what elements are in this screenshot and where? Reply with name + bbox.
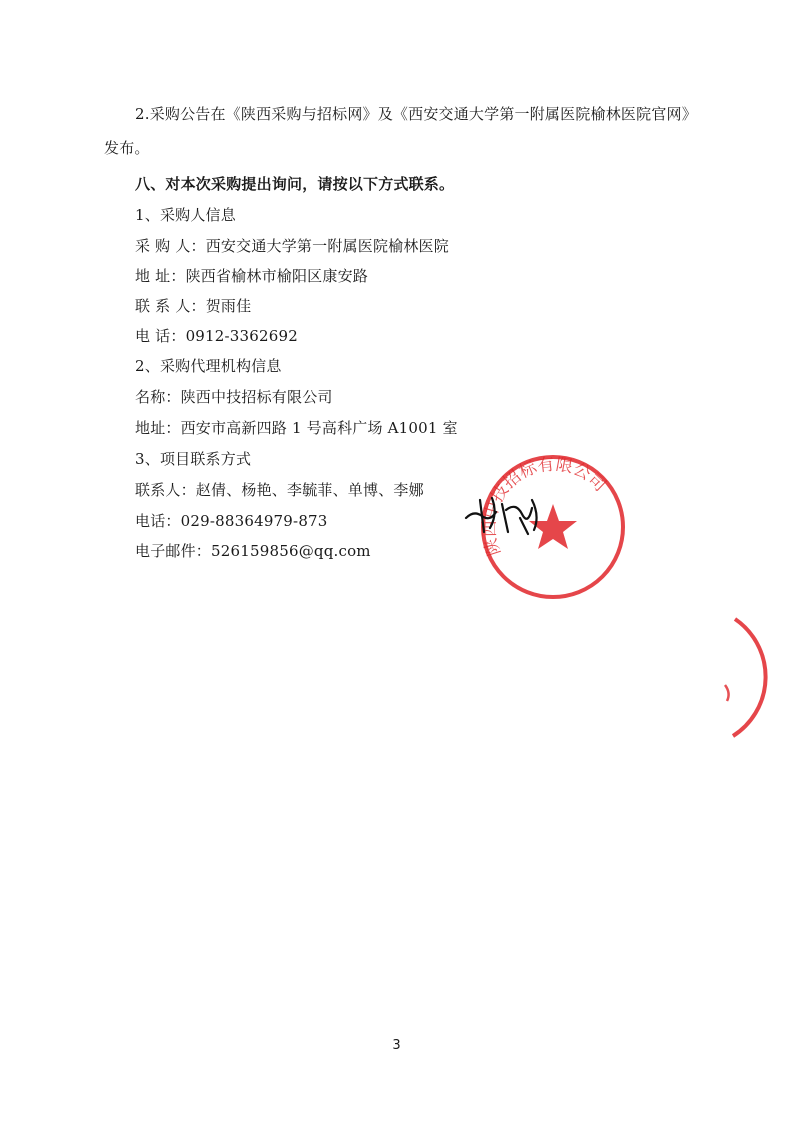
agency-name: 名称：陕西中技招标有限公司 [135,388,333,406]
notice-publish-line-end: 发布。 [104,139,150,157]
svg-text:陕西中技招标有限公司: 陕西中技招标有限公司 [479,454,610,558]
purchaser-contact: 联 系 人：贺雨佳 [135,297,252,315]
purchaser-info-heading: 1、采购人信息 [135,206,236,224]
notice-publish-line: 2.采购公告在《陕西采购与招标网》及《西安交通大学第一附属医院榆林医院官网》 [135,105,697,123]
purchaser-name: 采 购 人：西安交通大学第一附属医院榆林医院 [135,237,449,255]
paging-seal-arc [715,615,793,740]
handwritten-signature [462,488,552,538]
page-number: 3 [392,1038,401,1053]
purchaser-address: 地 址：陕西省榆林市榆阳区康安路 [135,267,368,285]
agency-info-heading: 2、采购代理机构信息 [135,357,282,375]
paging-seal-fragment [715,615,793,740]
section-8-heading: 八、对本次采购提出询问，请按以下方式联系。 [135,175,455,193]
project-contacts: 联系人：赵倩、杨艳、李毓菲、单博、李娜 [135,481,424,499]
agency-address: 地址：西安市高新四路 1 号高科广场 A1001 室 [135,419,458,437]
project-email: 电子邮件：526159856@qq.com [135,542,371,560]
project-contact-heading: 3、项目联系方式 [135,450,252,468]
purchaser-phone: 电 话：0912-3362692 [135,327,299,345]
project-phone: 电话：029-88364979-873 [135,512,328,530]
